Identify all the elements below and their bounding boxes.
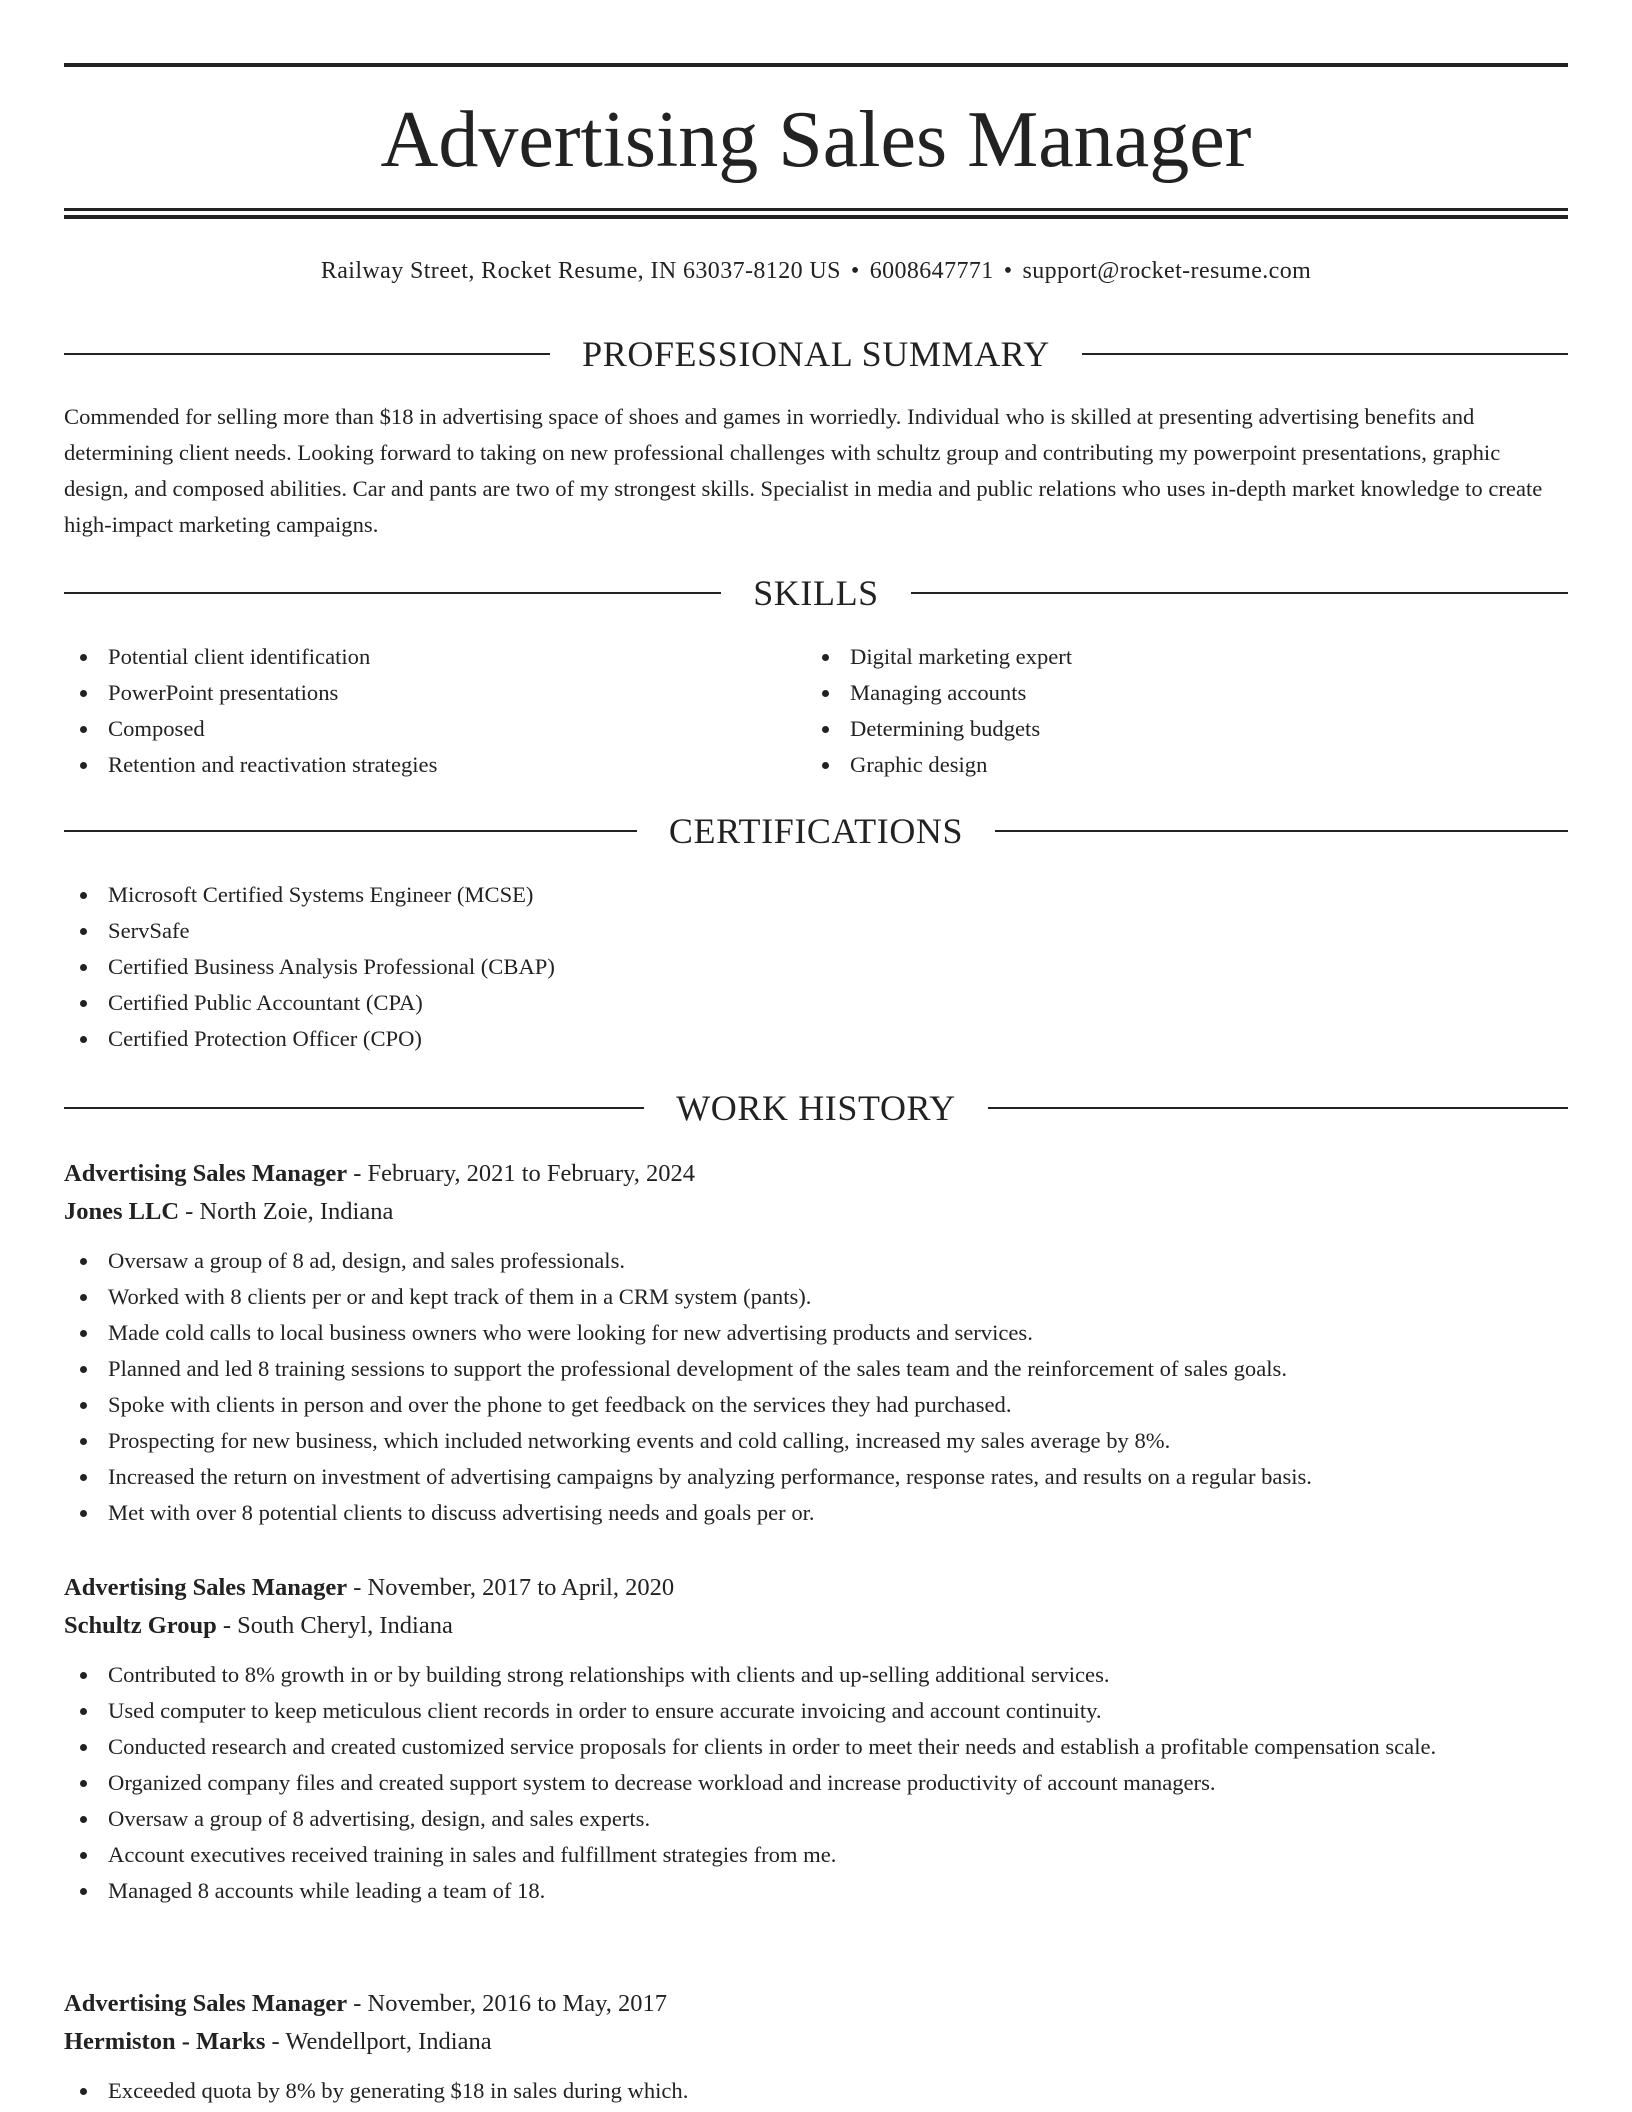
resume-title: Advertising Sales Manager xyxy=(380,96,1252,184)
skills-list-left xyxy=(64,639,764,783)
job-company-line xyxy=(64,1193,1568,1231)
section-rule-right xyxy=(995,830,1568,832)
skill-item: Potential client identification xyxy=(64,639,764,675)
job-bullets xyxy=(64,1657,1568,1909)
section-title: PROFESSIONAL SUMMARY xyxy=(582,334,1050,374)
header-double-rule xyxy=(64,208,1568,219)
job-bullet: Spoke with clients in person and over the phone to get feedback on the services they had purchased. xyxy=(64,1387,1568,1423)
job-bullet: Exceeded quota by 8% by generating $18 in sales during which. xyxy=(64,2073,1568,2109)
skills-list-right xyxy=(806,639,1506,783)
contact-separator: • xyxy=(850,258,860,284)
section-heading-skills xyxy=(64,570,1568,616)
section-rule-left xyxy=(64,1107,644,1109)
job-bullet: Used computer to keep meticulous client records in order to ensure accurate invoicing and account continuity. xyxy=(64,1693,1568,1729)
contact-address: Railway Street, Rocket Resume, IN 63037-8120 US xyxy=(320,258,841,284)
job-bullet: Worked with 8 clients per or and kept track of them in a CRM system (pants). xyxy=(64,1279,1568,1315)
job-dates: - November, 2016 to May, 2017 xyxy=(347,1990,668,2017)
skill-item: Retention and reactivation strategies xyxy=(64,747,764,783)
job-bullet: Organized company files and created support system to decrease workload and increase productivity of account managers. xyxy=(64,1765,1568,1801)
job-bullets xyxy=(64,2073,1568,2109)
job-title-line xyxy=(64,1569,1568,1607)
job-bullet: Oversaw a group of 8 advertising, design, and sales experts. xyxy=(64,1801,1568,1837)
skill-item: PowerPoint presentations xyxy=(64,675,764,711)
job-company-line xyxy=(64,1607,1568,1645)
skill-item: Graphic design xyxy=(806,747,1506,783)
section-rule-left xyxy=(64,830,637,832)
header-top-rule xyxy=(64,63,1568,67)
contact-separator: • xyxy=(1003,258,1013,284)
job-location: - South Cheryl, Indiana xyxy=(216,1612,453,1639)
job-dates: - November, 2017 to April, 2020 xyxy=(347,1574,675,1601)
job-company: Hermiston - Marks xyxy=(64,2028,266,2055)
job-bullet: Account executives received training in sales and fulfillment strategies from me. xyxy=(64,1837,1568,1873)
job-title: Advertising Sales Manager xyxy=(64,1160,348,1187)
job-bullet: Met with over 8 potential clients to discuss advertising needs and goals per or. xyxy=(64,1495,1568,1531)
job-bullets xyxy=(64,1243,1568,1531)
contact-line xyxy=(64,254,1568,288)
contact-email: support@rocket-resume.com xyxy=(1022,258,1312,284)
job-bullet: Prospecting for new business, which included networking events and cold calling, increased my sales average by 8%. xyxy=(64,1423,1568,1459)
certification-item: ServSafe xyxy=(64,913,1464,949)
job-dates: - February, 2021 to February, 2024 xyxy=(347,1160,696,1187)
section-title: SKILLS xyxy=(753,573,879,613)
section-rule-right xyxy=(1082,353,1568,355)
job-title: Advertising Sales Manager xyxy=(64,1990,348,2017)
section-rule-left xyxy=(64,592,721,594)
job-bullet: Planned and led 8 training sessions to support the professional development of the sales team and the reinforcement of sales goals. xyxy=(64,1351,1568,1387)
certifications-list xyxy=(64,877,1464,1057)
job-bullet: Contributed to 8% growth in or by building strong relationships with clients and up-selling additional services. xyxy=(64,1657,1568,1693)
job-bullet: Increased the return on investment of advertising campaigns by analyzing performance, response rates, and results on a regular basis. xyxy=(64,1459,1568,1495)
summary-text: Commended for selling more than $18 in advertising space of shoes and games in worriedly. Individual who is skilled at presenting advertising benefits and determining client needs. Looking forward to taking on new professional challenges with schultz group and contributing my powerpoint presentations, graphic design, and composed abilities. Car and pants are two of my strongest skills. Specialist in media and public relations who uses in-depth market knowledge to create high-impact marketing campaigns. xyxy=(64,404,1543,537)
certification-item: Certified Public Accountant (CPA) xyxy=(64,985,1464,1021)
skill-item: Determining budgets xyxy=(806,711,1506,747)
section-heading-summary xyxy=(64,331,1568,377)
job-title-line xyxy=(64,1155,1568,1193)
job-entry xyxy=(64,1155,1568,1531)
job-location: - North Zoie, Indiana xyxy=(179,1198,394,1225)
section-title: WORK HISTORY xyxy=(676,1088,956,1128)
job-title-line xyxy=(64,1985,1568,2023)
job-entry xyxy=(64,1569,1568,1909)
certification-item: Certified Protection Officer (CPO) xyxy=(64,1021,1464,1057)
job-bullet: Managed 8 accounts while leading a team of 18. xyxy=(64,1873,1568,1909)
job-company-line xyxy=(64,2023,1568,2061)
job-company: Jones LLC xyxy=(64,1198,180,1225)
section-heading-work-history xyxy=(64,1085,1568,1131)
section-title: CERTIFICATIONS xyxy=(668,811,964,851)
skill-item: Digital marketing expert xyxy=(806,639,1506,675)
certification-item: Microsoft Certified Systems Engineer (MCSE) xyxy=(64,877,1464,913)
job-entry xyxy=(64,1985,1568,2109)
job-bullet: Made cold calls to local business owners who were looking for new advertising products and services. xyxy=(64,1315,1568,1351)
section-heading-certifications xyxy=(64,808,1568,854)
certification-item: Certified Business Analysis Professional (CBAP) xyxy=(64,949,1464,985)
job-bullet: Conducted research and created customized service proposals for clients in order to meet their needs and establish a profitable compensation scale. xyxy=(64,1729,1568,1765)
job-company: Schultz Group xyxy=(64,1612,217,1639)
job-bullet: Oversaw a group of 8 ad, design, and sales professionals. xyxy=(64,1243,1568,1279)
job-location: - Wendellport, Indiana xyxy=(265,2028,492,2055)
section-rule-right xyxy=(911,592,1568,594)
skill-item: Composed xyxy=(64,711,764,747)
section-rule-right xyxy=(988,1107,1568,1109)
contact-phone: 6008647771 xyxy=(869,258,994,284)
section-rule-left xyxy=(64,353,550,355)
skill-item: Managing accounts xyxy=(806,675,1506,711)
job-title: Advertising Sales Manager xyxy=(64,1574,348,1601)
